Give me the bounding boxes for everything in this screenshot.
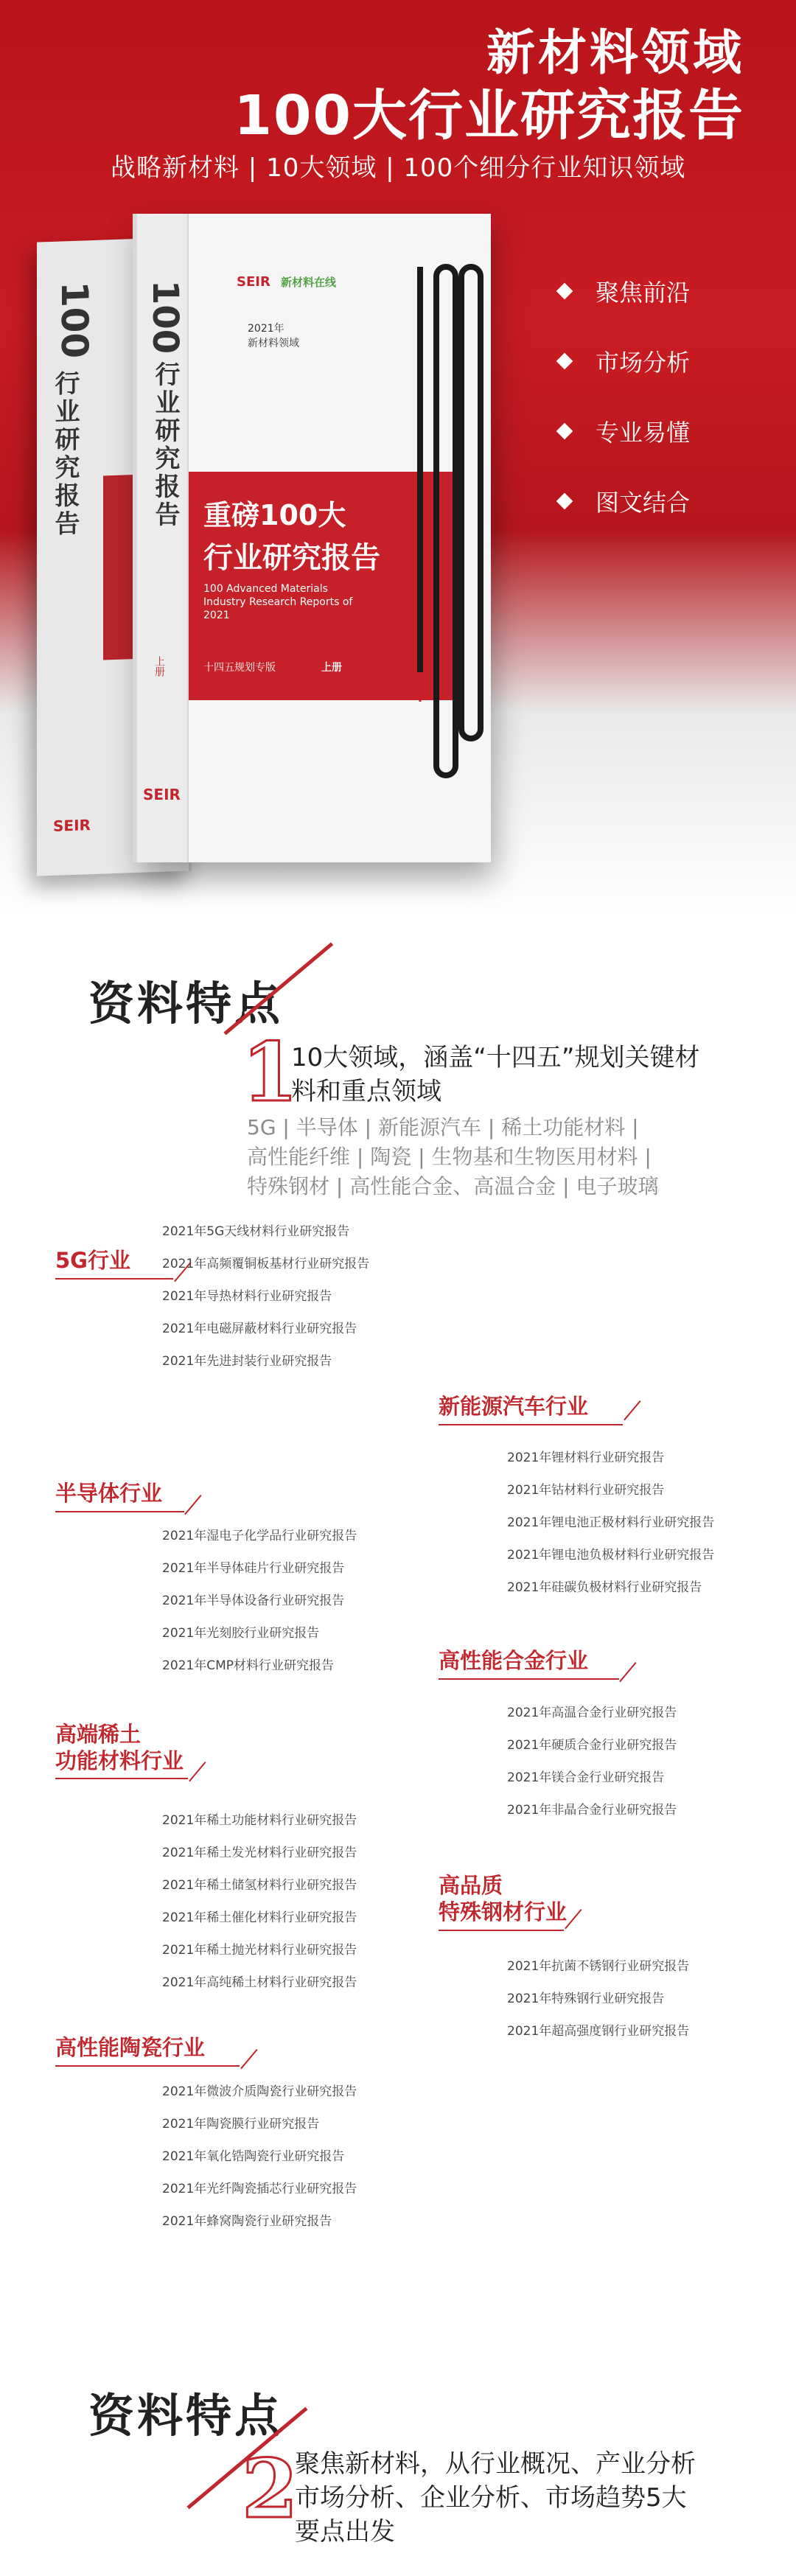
heading-line: 高品质 bbox=[439, 1873, 503, 1898]
heading-line: 功能材料行业 bbox=[55, 1748, 184, 1773]
list-item: 2021年非晶合金行业研究报告 bbox=[507, 1803, 677, 1818]
book-spine-title: 行业研究报告 bbox=[150, 361, 180, 529]
section1-lead: 10大领域，涵盖“十四五”规划关键材料和重点领域 bbox=[291, 1043, 700, 1106]
heading-semiconductor: 半导体行业 bbox=[55, 1481, 163, 1506]
feature-item bbox=[545, 339, 767, 383]
lead-line: 要点出发 bbox=[295, 2517, 395, 2547]
list-item: 2021年光纤陶瓷插芯行业研究报告 bbox=[162, 2182, 357, 2196]
heading-special-steel bbox=[439, 1872, 567, 1925]
feature-label: 图文结合 bbox=[596, 489, 691, 517]
list-item: 2021年锂电池负极材料行业研究报告 bbox=[507, 1548, 715, 1563]
feature-label: 聚焦前沿 bbox=[596, 279, 691, 307]
heading-5g: 5G行业 bbox=[55, 1248, 130, 1273]
diamond-bullet-icon bbox=[556, 493, 573, 510]
heading-underline bbox=[439, 1678, 619, 1680]
partner-logo: 新材料在线 bbox=[281, 276, 337, 289]
heading-tick bbox=[619, 1662, 636, 1682]
heading-alloy: 高性能合金行业 bbox=[439, 1648, 589, 1673]
list-item: 2021年硅碳负极材料行业研究报告 bbox=[507, 1580, 702, 1595]
cover-english: 100 Advanced Materials Industry Research Reports of 2021 bbox=[203, 583, 353, 621]
categories-line: 特殊钢材 | 高性能合金、高温合金 | 电子玻璃 bbox=[247, 1174, 659, 1198]
feature-item bbox=[545, 479, 767, 523]
book-spine-volume: 上册 bbox=[153, 656, 165, 677]
feature-label: 专业易懂 bbox=[596, 419, 691, 447]
heading-underline bbox=[439, 1424, 623, 1425]
cover-field: 新材料领域 bbox=[248, 338, 299, 349]
list-item: 2021年导热材料行业研究报告 bbox=[162, 1289, 332, 1304]
book-spine bbox=[137, 214, 189, 862]
hero-title-line2: 100大行业研究报告 bbox=[234, 84, 744, 147]
cover-plan: 十四五规划专版 bbox=[203, 662, 276, 674]
heading-new-energy-vehicle: 新能源汽车行业 bbox=[439, 1394, 589, 1419]
heading-line: 高端稀土 bbox=[55, 1722, 142, 1747]
list-item: 2021年超高强度钢行业研究报告 bbox=[507, 2024, 690, 2039]
hero-banner bbox=[0, 0, 796, 914]
diamond-bullet-icon bbox=[556, 423, 573, 440]
cover-heavy-title: 重磅100大 bbox=[203, 499, 346, 531]
list-item: 2021年高温合金行业研究报告 bbox=[507, 1706, 677, 1720]
lead-line: 市场分析、企业分析、市场趋势5大 bbox=[295, 2483, 687, 2513]
cover-year: 2021年 bbox=[248, 323, 284, 335]
heading-underline bbox=[55, 2065, 240, 2067]
list-item: 2021年半导体硅片行业研究报告 bbox=[162, 1561, 345, 1576]
categories-line: 高性能纤维 | 陶瓷 | 生物基和生物医用材料 | bbox=[247, 1145, 652, 1169]
list-item: 2021年先进封装行业研究报告 bbox=[162, 1354, 332, 1369]
list-item: 2021年稀土催化材料行业研究报告 bbox=[162, 1910, 357, 1925]
list-item: 2021年镁合金行业研究报告 bbox=[507, 1770, 665, 1785]
section2-number: 2 bbox=[242, 2441, 298, 2536]
seir-logo: SEIR bbox=[53, 816, 91, 835]
hero-subtitle: 战略新材料 | 10大领域 | 100个细分行业知识领域 bbox=[111, 153, 686, 183]
section2-title: 资料特点 bbox=[88, 2389, 284, 2443]
heading-tick bbox=[240, 2049, 257, 2069]
list-item: 2021年5G天线材料行业研究报告 bbox=[162, 1224, 350, 1239]
list-item: 2021年锂电池正极材料行业研究报告 bbox=[507, 1515, 715, 1530]
heading-ceramic: 高性能陶瓷行业 bbox=[55, 2035, 206, 2060]
section1-number: 1 bbox=[242, 1025, 298, 1120]
list-item: 2021年高纯稀土材料行业研究报告 bbox=[162, 1975, 357, 1990]
list-item: 2021年光刻胶行业研究报告 bbox=[162, 1626, 320, 1641]
cover-volume: 上册 bbox=[321, 662, 342, 674]
book-volume-1 bbox=[133, 214, 486, 862]
heading-tick bbox=[184, 1495, 201, 1515]
list-item: 2021年陶瓷膜行业研究报告 bbox=[162, 2117, 320, 2132]
heading-tick bbox=[565, 1909, 582, 1929]
list-item: 2021年稀土储氢材料行业研究报告 bbox=[162, 1878, 357, 1893]
book-cover bbox=[189, 214, 491, 862]
heading-underline bbox=[55, 1278, 173, 1280]
diamond-bullet-icon bbox=[556, 283, 573, 300]
categories-line: 5G | 半导体 | 新能源汽车 | 稀土功能材料 | bbox=[247, 1115, 639, 1139]
section1-title: 资料特点 bbox=[88, 977, 284, 1030]
list-item: 2021年蜂窝陶瓷行业研究报告 bbox=[162, 2214, 332, 2229]
lead-line: 聚焦新材料，从行业概况、产业分析 bbox=[295, 2449, 696, 2479]
seir-logo: SEIR bbox=[237, 274, 270, 290]
list-item: 2021年钴材料行业研究报告 bbox=[507, 1483, 665, 1498]
heading-underline bbox=[439, 1930, 564, 1931]
diamond-bullet-icon bbox=[556, 353, 573, 370]
book-spine-number: 100 bbox=[144, 280, 186, 355]
list-item: 2021年特殊钢行业研究报告 bbox=[507, 1992, 665, 2006]
list-item: 2021年微波介质陶瓷行业研究报告 bbox=[162, 2084, 357, 2099]
heading-tick bbox=[189, 1762, 206, 1781]
list-item: 2021年锂材料行业研究报告 bbox=[507, 1451, 665, 1465]
list-item: 2021年硬质合金行业研究报告 bbox=[507, 1738, 677, 1753]
list-item: 2021年CMP材料行业研究报告 bbox=[162, 1658, 335, 1673]
list-item: 2021年抗菌不锈钢行业研究报告 bbox=[507, 1959, 690, 1974]
big-100-graphic bbox=[410, 259, 483, 790]
seir-logo: SEIR bbox=[143, 786, 181, 803]
book-spine-number: 100 bbox=[53, 280, 96, 360]
heading-tick bbox=[624, 1400, 640, 1420]
feature-item bbox=[545, 409, 767, 453]
heading-underline bbox=[55, 1778, 188, 1779]
book-spine-title: 行业研究报告 bbox=[50, 369, 80, 540]
hero-title-line1: 新材料领域 bbox=[486, 24, 744, 81]
list-item: 2021年稀土发光材料行业研究报告 bbox=[162, 1846, 357, 1860]
cover-title: 行业研究报告 bbox=[203, 541, 380, 575]
feature-item bbox=[545, 269, 767, 313]
list-item: 2021年氧化锆陶瓷行业研究报告 bbox=[162, 2149, 345, 2164]
list-item: 2021年高频覆铜板基材行业研究报告 bbox=[162, 1257, 370, 1271]
list-item: 2021年电磁屏蔽材料行业研究报告 bbox=[162, 1322, 357, 1336]
feature-label: 市场分析 bbox=[596, 349, 691, 377]
list-item: 2021年稀土功能材料行业研究报告 bbox=[162, 1813, 357, 1828]
section2-lead bbox=[295, 2447, 767, 2549]
heading-rare-earth bbox=[55, 1721, 184, 1774]
list-item: 2021年湿电子化学品行业研究报告 bbox=[162, 1529, 357, 1543]
section1-categories bbox=[247, 1113, 763, 1201]
list-item: 2021年稀土抛光材料行业研究报告 bbox=[162, 1943, 357, 1958]
heading-line: 特殊钢材行业 bbox=[439, 1899, 568, 1924]
heading-underline bbox=[55, 1511, 184, 1512]
list-item: 2021年半导体设备行业研究报告 bbox=[162, 1594, 345, 1608]
